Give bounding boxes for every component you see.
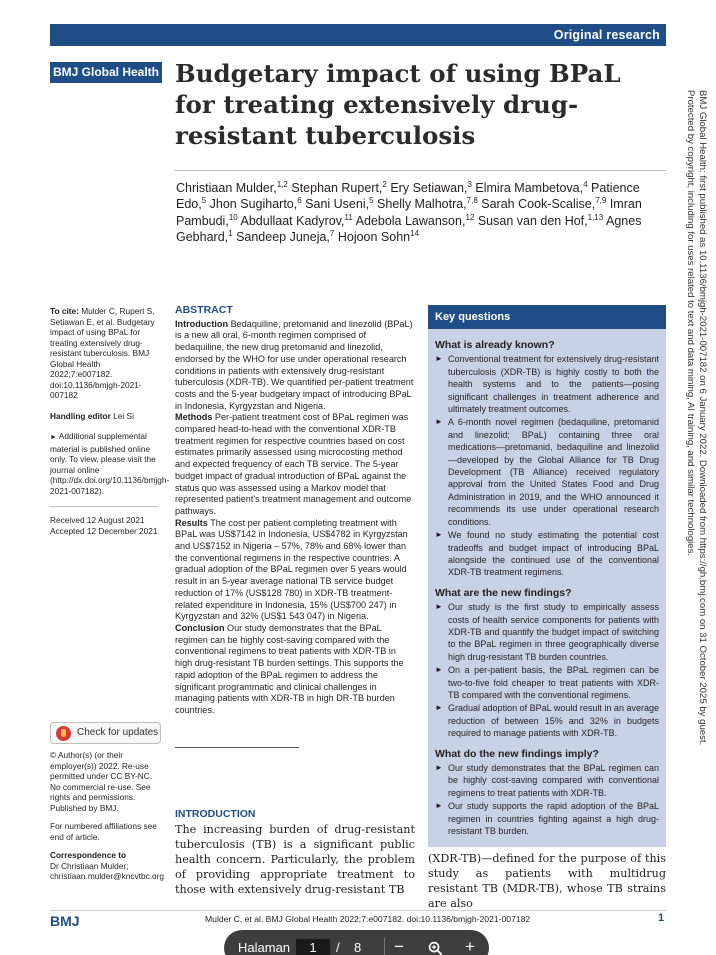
- key-question-item: ► Our study demonstrates that the BPaL regimen can be highly cost-saving compared with conventional regimens to treat patients with XDR-TB.: [435, 762, 659, 799]
- download-notice-line-1: BMJ Global Health: first published as 10.1136/bmjgh-2021-007182 on 6 January 2022. Downloaded from https://gh.bmj.com on 31 October 2025 by guest.: [697, 90, 708, 746]
- handling-editor: [50, 411, 162, 422]
- current-page-input[interactable]: 1: [296, 939, 330, 955]
- handling-editor-name: Lei Si: [113, 410, 134, 421]
- citation-block: [50, 306, 162, 401]
- citation-text: Mulder C, Rupert S, Setiawan E, et al. Budgetary impact of using BPaL for treating extensively drug-resistant tuberculosis. BMJ Global Health 2022;7:e007182. doi:10.1136/bmjgh-2021-007182: [50, 306, 155, 400]
- author-affiliation: 1: [228, 228, 233, 238]
- author-name: Elmira Mambetova,: [475, 181, 584, 195]
- abstract-divider: [175, 747, 299, 748]
- key-question-findings: What are the new findings?: [435, 586, 572, 599]
- author-affiliation: 11: [344, 212, 353, 222]
- author-affiliation: 6: [297, 196, 302, 206]
- supplemental-text: Additional supplemental material is published online only. To view, please visit the journal online (http://dx.doi.org/10.1136/bmjgh-2021-007182).: [50, 431, 170, 496]
- abstract-heading: ABSTRACT: [175, 304, 233, 316]
- section-label: Original research: [553, 28, 660, 42]
- check-for-updates-label: Check for updates: [77, 727, 159, 738]
- article-meta-column: [50, 306, 170, 536]
- author-affiliation: 5: [201, 196, 207, 206]
- download-notice-line-2: Protected by copyright, including for uses related to text and data mining, AI training, and similar technologies.: [685, 90, 696, 557]
- section-banner: [50, 24, 666, 46]
- total-pages: 8: [354, 940, 362, 955]
- footer-divider: [50, 910, 666, 911]
- correspondence-block: [50, 850, 165, 882]
- key-question-item: ► On a per-patient basis, the BPaL regimen can be two-to-five fold cheaper to treat patients with XDR-TB compared with the conventional regimens.: [435, 664, 659, 701]
- author-affiliation: 5: [369, 196, 374, 206]
- introduction-text: The increasing burden of drug-resistant tuberculosis (TB) is a significant public health concern. Particularly, the problem of providing appropriate treatment to those with extensively drug-resistant TB: [175, 823, 415, 896]
- crossmark-icon: [56, 726, 71, 741]
- author-affiliation: 10: [228, 212, 238, 222]
- supplemental-note: [50, 431, 170, 496]
- author-affiliation: 12: [465, 212, 475, 222]
- key-question-implications: What do the new findings imply?: [435, 747, 599, 760]
- author-name: Abdullaat Kadyrov,: [240, 213, 345, 228]
- zoom-in-button[interactable]: +: [465, 937, 475, 955]
- title-divider: [175, 170, 666, 171]
- citation-label: To cite:: [50, 306, 79, 316]
- zoom-fit-button[interactable]: [424, 936, 446, 955]
- author-affiliation: 1,13: [587, 212, 604, 222]
- key-question-item: ► We found no study estimating the potential cost tradeoffs and budget impact of introducing BPaL alongside the continued use of the conventional XDR-TB treatment regimens.: [435, 529, 659, 579]
- abstract-results-text: The cost per patient completing treatment with BPaL was US$7142 in Indonesia, US$4782 in Kyrgyzstan and US$7152 in Nigeria – 57%, 78% and 68% lower than the conventional regimens in the respective countries. A gradual adoption of the BPaL regimen over 5 years would result in an 5-year average national TB service budget reduction of 17% (US$128 780) in XDR-TB treatment-related expenditure in Indonesia, 15% (US$700 247) in Kyrgyzstan and 32% (US$1 543 047) in Nigeria.: [175, 517, 408, 622]
- author-name: Stephan Rupert,: [291, 181, 383, 195]
- magnifier-icon: [428, 941, 443, 955]
- abstract-methods: [175, 412, 415, 517]
- key-question-item: ► A 6-month novel regimen (bedaquiline, pretomanid and linezolid; BPaL) containing three oral medications—pretomanid, bedaquiline and linezolid—developed by the Global Alliance for TB Drug Development (TB Alliance) received regulatory approval from the United States Food and Drug Administration in 2019, and the WHO announced it recommends its use under operational research conditions.: [435, 416, 659, 528]
- abstract-conclusion-label: Conclusion: [175, 622, 225, 633]
- author-affiliation: 3: [467, 179, 472, 189]
- article-title: Budgetary impact of using BPaL for treating extensively drug-resistant tuberculosis: [175, 59, 621, 150]
- author-name: Ery Setiawan,: [390, 181, 468, 195]
- author-affiliation: 1,2: [276, 179, 288, 189]
- abstract-introduction-text: Bedaquiline, pretomanid and linezolid (BPaL) is a new all oral, 6-month regimen comprised of bedaquiline, the new drug pretomanid and linezolid, endorsed by the WHO for use under operational research conditions in patients with extensively drug-resistant tuberculosis (XDR-TB). We quantified per-patient treatment costs and the 5-year budgetary impact of introducing BPaL in Indonesia, Kyrgyzstan and Nigeria.: [175, 318, 414, 411]
- copyright-notice: © Author(s) (or their employer(s)) 2022. Re-use permitted under CC BY-NC. No commercial re-use. See rights and permissions. Published by BMJ.: [50, 750, 153, 813]
- author-name: Sarah Cook-Scalise,: [481, 197, 596, 212]
- key-question-item: ► Our study supports the rapid adoption of the BPaL regimen in countries fighting against a high drug-resistant TB burden.: [435, 800, 659, 837]
- author-name: Agnes Gebhard,: [176, 213, 642, 244]
- abstract-results-label: Results: [175, 517, 208, 528]
- introduction-continued: (XDR-TB)—defined for the purpose of this study as patients with multidrug resistant TB (MDR-TB), whose TB strains are also: [428, 852, 666, 910]
- key-questions-heading: Key questions: [428, 305, 666, 329]
- abstract-methods-label: Methods: [175, 412, 213, 423]
- introduction-heading: INTRODUCTION: [175, 808, 256, 820]
- triangle-bullet-icon: ►: [50, 434, 57, 441]
- author-affiliation: 2: [382, 179, 387, 189]
- author-name: Adebola Lawanson,: [355, 213, 466, 228]
- author-name: Imran Pambudi,: [176, 197, 642, 228]
- author-name: Sani Useni,: [305, 197, 370, 212]
- affiliations-note: For numbered affiliations see end of article.: [50, 821, 157, 842]
- zoom-out-button[interactable]: −: [394, 937, 404, 955]
- correspondence-email[interactable]: christiaan.mulder@kncvtbc.org: [50, 871, 165, 881]
- page-label: Halaman: [238, 940, 291, 955]
- key-question-findings-list: [435, 601, 659, 739]
- accepted-date: Accepted 12 December 2021: [50, 525, 158, 536]
- page-separator: /: [336, 940, 340, 955]
- author-name: Hojoon Sohn: [337, 229, 411, 244]
- abstract-results: [175, 518, 415, 623]
- received-date: Received 12 August 2021: [50, 515, 145, 525]
- author-name: Patience Edo,: [176, 181, 640, 212]
- author-name: Jhon Sugiharto,: [209, 197, 298, 212]
- key-question-known-list: [435, 353, 659, 578]
- handling-editor-label: Handling editor: [50, 410, 111, 421]
- toolbar-divider: [384, 938, 385, 955]
- abstract: [175, 305, 415, 717]
- author-affiliation: 7,8: [466, 196, 478, 206]
- abstract-introduction: [175, 319, 415, 413]
- author-affiliation: 14: [410, 228, 420, 238]
- author-name: Sandeep Juneja,: [236, 229, 330, 244]
- meta-divider: [50, 506, 158, 507]
- abstract-methods-text: Per-patient treatment cost of BPaL regimen was compared head-to-head with the conventional XDR-TB treatment regimen for respective countries based on cost estimates primarily assessed using microcosting method and expected frequency of each TB service. The 5-year budget impact of gradual introduction of BPaL against the status quo was assessed using a Markov model that represented patient's treatment management and outcome pathways.: [175, 412, 412, 516]
- key-question-item: ► Our study is the first study to empirically assess costs of health service components for patients with XDR-TB and quantify the budget impact of switching to the BPaL regimen in three geographically diverse high drug-resistant TB burden countries.: [435, 601, 659, 663]
- key-question-item: ► Gradual adoption of BPaL would result in an average reduction of between 15% and 32% in budgets required to manage patients with XDR-TB.: [435, 702, 659, 739]
- author-name: Shelly Malhotra,: [377, 197, 467, 212]
- author-list: [176, 180, 646, 245]
- author-name: Susan van den Hof,: [477, 213, 588, 228]
- author-affiliation: 7: [329, 228, 335, 238]
- correspondence-name: Dr Christiaan Mulder;: [50, 860, 129, 871]
- author-affiliation: 7,9: [595, 196, 607, 206]
- check-for-updates-button[interactable]: [50, 722, 161, 744]
- correspondence-label: Correspondence to: [50, 850, 127, 860]
- abstract-conclusion: [175, 623, 415, 717]
- page-number: 1: [658, 912, 665, 924]
- author-name: Christiaan Mulder,: [176, 181, 277, 195]
- key-question-item: ► Conventional treatment for extensively drug-resistant tuberculosis (XDR-TB) is highly costly to both the health systems and to the patients—posing significant challenges in treatment adherence and ultimately treatment outcomes.: [435, 353, 659, 415]
- author-affiliation: 4: [583, 179, 588, 189]
- bmj-logo: BMJ: [50, 913, 80, 929]
- copyright-column: [50, 750, 165, 882]
- abstract-conclusion-text: Our study demonstrates that the BPaL regimen can be highly cost-saving compared with the conventional regimens to treat patients with XDR-TB in high drug-resistant TB burden settings. This supports the rapid adoption of the BPaL regimen to address the significant programmatic and clinical challenges in managing patients with XDR-TB in high DR-TB burden countries.: [175, 622, 404, 715]
- key-question-implications-list: [435, 762, 659, 837]
- abstract-introduction-label: Introduction: [175, 318, 229, 329]
- key-questions-box: [428, 305, 666, 847]
- pdf-viewer-toolbar: [224, 930, 489, 955]
- key-question-known: What is already known?: [435, 339, 555, 351]
- journal-badge: BMJ Global Health: [50, 62, 162, 83]
- footer-citation: Mulder C, et al. BMJ Global Health 2022;7:e007182. doi:10.1136/bmjgh-2021-007182: [205, 914, 531, 924]
